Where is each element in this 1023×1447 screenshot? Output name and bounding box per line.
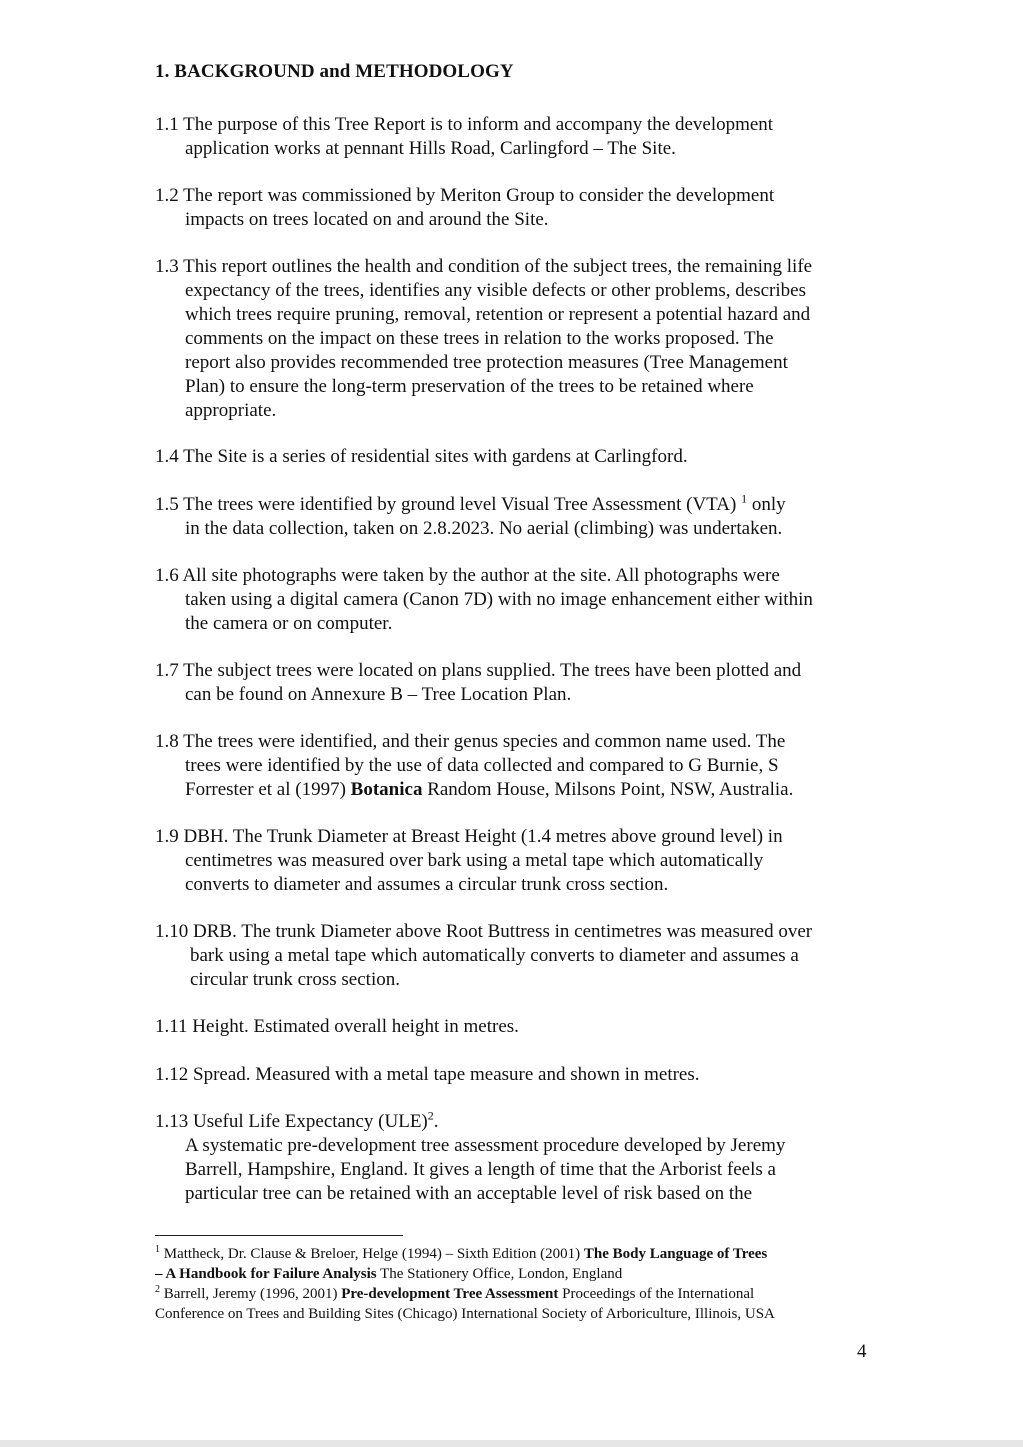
text-line: centimetres was measured over bark using a metal tape which automatically: [185, 850, 764, 871]
text-line: 1.4 The Site is a series of residential sites with gardens at Carlingford.: [155, 446, 688, 467]
footnote-ref-2: 2: [427, 1108, 434, 1123]
book-title: The Body Language of Trees: [583, 1246, 768, 1262]
text-line: converts to diameter and assumes a circular trunk cross section.: [185, 874, 669, 895]
text-segment: 1.13 Useful Life Expectancy (ULE): [155, 1111, 428, 1132]
text-segment: Barrell, Jeremy (1996, 2001): [160, 1286, 342, 1302]
footnote-1-line: [155, 1244, 895, 1264]
text-line: expectancy of the trees, identifies any visible defects or other problems, describes: [185, 280, 806, 301]
paragraph-1-8: [155, 730, 890, 802]
text-segment: Forrester et al (1997): [185, 779, 351, 800]
footnote-separator: [155, 1235, 403, 1236]
text-line: comments on the impact on these trees in relation to the works proposed. The: [185, 328, 774, 349]
text-line: bark using a metal tape which automatically converts to diameter and assumes a: [190, 945, 799, 966]
text-segment: .: [433, 1111, 439, 1132]
text-line: in the data collection, taken on 2.8.2023. No aerial (climbing) was undertaken.: [185, 518, 783, 539]
text-line: 1.2 The report was commissioned by Meriton Group to consider the development: [155, 185, 775, 206]
paragraph-1-1: [155, 113, 890, 161]
text-line: trees were identified by the use of data collected and compared to G Burnie, S: [185, 755, 779, 776]
paragraph-1-6: [155, 564, 890, 636]
text-line: [155, 1110, 890, 1134]
text-line: the camera or on computer.: [185, 613, 393, 634]
text-line: Barrell, Hampshire, England. It gives a length of time that the Arborist feels a: [185, 1159, 776, 1180]
text-segment: only: [747, 494, 786, 515]
paragraph-1-12: [155, 1063, 890, 1087]
text-line: circular trunk cross section.: [190, 969, 400, 990]
text-line: A systematic pre-development tree assessment procedure developed by Jeremy: [185, 1135, 786, 1156]
text-segment: Mattheck, Dr. Clause & Breloer, Helge (1994) – Sixth Edition (2001): [160, 1246, 584, 1262]
text-line: 1.10 DRB. The trunk Diameter above Root Buttress in centimetres was measured over: [155, 921, 813, 942]
paragraph-1-7: [155, 659, 890, 707]
text-line: 1.1 The purpose of this Tree Report is to inform and accompany the development: [155, 114, 774, 135]
text-line: Plan) to ensure the long-term preservation of the trees to be retained where: [185, 376, 754, 397]
paragraph-1-10: [155, 920, 890, 992]
text-segment: The Stationery Office, London, England: [376, 1266, 623, 1282]
footnote-ref-1: 1: [741, 491, 748, 506]
footnotes: [155, 1244, 895, 1324]
paragraph-1-4: [155, 445, 890, 469]
text-line: application works at pennant Hills Road, Carlingford – The Site.: [185, 138, 676, 159]
text-line: 1.3 This report outlines the health and condition of the subject trees, the remaining life: [155, 256, 813, 277]
paragraph-1-13: [155, 1110, 890, 1206]
footnote-2-line: Conference on Trees and Building Sites (Chicago) International Society of Arboriculture, Illinois, USA: [155, 1306, 775, 1322]
book-title: – A Handbook for Failure Analysis: [155, 1266, 377, 1282]
paper-title: Pre-development Tree Assessment: [341, 1286, 559, 1302]
text-line: 1.11 Height. Estimated overall height in metres.: [155, 1016, 519, 1037]
paragraph-1-9: [155, 825, 890, 897]
text-line: can be found on Annexure B – Tree Location Plan.: [185, 684, 572, 705]
text-line: which trees require pruning, removal, retention or represent a potential hazard and: [185, 304, 811, 325]
text-line: impacts on trees located on and around the Site.: [185, 209, 549, 230]
text-segment: Random House, Milsons Point, NSW, Australia.: [422, 779, 794, 800]
text-line: [155, 778, 890, 802]
footnote-mark: 1: [155, 1244, 160, 1255]
text-line: particular tree can be retained with an acceptable level of risk based on the: [185, 1183, 753, 1204]
paragraph-1-5: [155, 493, 890, 541]
text-line: 1.8 The trees were identified, and their genus species and common name used. The: [155, 731, 786, 752]
text-line: report also provides recommended tree protection measures (Tree Management: [185, 352, 788, 373]
paragraph-1-11: [155, 1015, 890, 1039]
text-line: 1.12 Spread. Measured with a metal tape measure and shown in metres.: [155, 1064, 700, 1085]
page-bottom-edge: [0, 1440, 1023, 1447]
paragraph-1-3: [155, 255, 890, 423]
text-line: appropriate.: [185, 400, 277, 421]
section-heading: 1. BACKGROUND and METHODOLOGY: [155, 61, 514, 82]
text-line: [155, 493, 890, 517]
text-line: 1.9 DBH. The Trunk Diameter at Breast Height (1.4 metres above ground level) in: [155, 826, 783, 847]
text-segment: 1.5 The trees were identified by ground level Visual Tree Assessment (VTA): [155, 494, 742, 515]
footnote-2-line: [155, 1284, 895, 1304]
page-number: 4: [857, 1341, 867, 1362]
text-line: taken using a digital camera (Canon 7D) with no image enhancement either within: [185, 589, 813, 610]
footnote-1-line: [155, 1264, 895, 1284]
text-segment: Proceedings of the International: [558, 1286, 755, 1302]
text-line: 1.7 The subject trees were located on plans supplied. The trees have been plotted and: [155, 660, 802, 681]
book-title: Botanica: [350, 779, 423, 800]
footnote-mark: 2: [155, 1284, 160, 1295]
paragraph-1-2: [155, 184, 890, 232]
text-line: 1.6 All site photographs were taken by the author at the site. All photographs were: [155, 565, 780, 586]
